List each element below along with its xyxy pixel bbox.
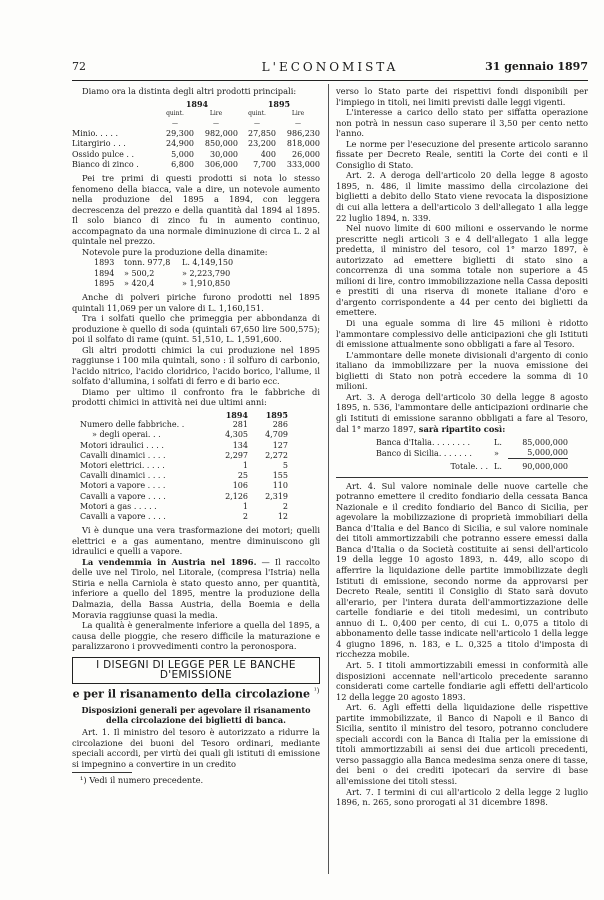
row-label: Cavalli a vapore . . . . bbox=[80, 512, 166, 521]
cell: 5 bbox=[282, 460, 288, 470]
cell: 986,230 bbox=[286, 129, 320, 139]
row-label: Cavalli dinamici . . . . bbox=[80, 471, 166, 481]
paragraph: La qualità è generalmente inferiore a quella del 1895, a causa delle pioggie, che resero difficile la maturazione e paralizzarono i provvedimenti contro la peronospora. bbox=[72, 620, 320, 652]
cell: » 420,4 bbox=[124, 278, 155, 288]
subtitle-text: e per il risanamento della circolazione bbox=[72, 687, 311, 701]
paragraph: Art. 7. I termini di cui all'articolo 2 della legge 2 luglio 1896, n. 265, sono prorogati al 31 dicembre 1898. bbox=[336, 786, 588, 808]
cell: 134 bbox=[232, 440, 248, 450]
cell: 27,850 bbox=[248, 129, 276, 139]
cell: 7,700 bbox=[253, 159, 276, 169]
cell: L. bbox=[494, 438, 502, 448]
paragraph: Art. 2. A deroga dell'articolo 20 della legge 8 agosto 1895, n. 486, il limite massimo della circolazione dei biglietti a debito dello Stato viene revocata la disposizione di cui alla lettera a dell'articolo 3 dell'allegato 1 alla legge 22 luglio 1894, n. 339. bbox=[336, 170, 588, 223]
cell: 2,319 bbox=[265, 491, 288, 501]
products-table bbox=[72, 99, 320, 170]
cell: 5,000,000 bbox=[527, 448, 568, 458]
footnote: ¹) Vedi il numero precedente. bbox=[80, 775, 204, 786]
year-header: 1894 bbox=[225, 409, 248, 420]
paragraph: L'interesse a carico dello stato per siffatta operazione non potrà in nessun caso superare il 3,50 per cento netto l'anno. bbox=[336, 107, 588, 139]
cell: 1 bbox=[242, 460, 248, 470]
table-row bbox=[94, 269, 252, 279]
cell: L. bbox=[494, 462, 502, 472]
column-header: Lire bbox=[209, 109, 223, 117]
cell: 85,000,000 bbox=[522, 438, 568, 448]
section-rule bbox=[336, 477, 588, 478]
header-rule bbox=[72, 80, 588, 81]
right-column bbox=[336, 86, 588, 808]
row-label: Litargirio . . . bbox=[72, 139, 126, 149]
column-header: Lire bbox=[291, 109, 305, 117]
cell: 12 bbox=[277, 512, 288, 521]
row-label: Motori a vapore . . . . bbox=[80, 481, 166, 491]
dash: — bbox=[295, 119, 301, 127]
cell: 281 bbox=[232, 420, 248, 430]
allocation-table bbox=[376, 438, 568, 473]
table-row bbox=[80, 492, 288, 502]
paragraph: Le norme per l'esecuzione del presente articolo saranno fissate per Decreto Reale, sentiti la Corte dei conti e il Consiglio di Stato. bbox=[336, 138, 588, 170]
cell: 26,000 bbox=[292, 149, 320, 159]
paragraph bbox=[72, 557, 320, 620]
cell: 4,305 bbox=[225, 430, 248, 440]
row-label: Cavalli a vapore . . . . bbox=[80, 491, 166, 501]
footnote-rule bbox=[72, 772, 132, 773]
article-body: — Il raccolto delle uve nel Tirolo, nel Litorale, (compresa l'Istria) nella Stiria e nella Carniola è stato questo anno, per quantità, inferiore a quello del 1895, mentre la produzione della Dalmazia, della Bassa Austria, della Boemia e della Moravia raggiunse quasi la media. bbox=[72, 556, 321, 620]
paragraph: Art. 1. Il ministro del tesoro è autorizzato a ridurre la circolazione dei buoni del Tesoro ordinari, mediante speciali accordi, per virtù dei quali gli istituti di emissione si impegnino a convertire in un credito bbox=[72, 727, 320, 769]
paragraph: verso lo Stato parte dei rispettivi fondi disponibili per l'impiego in titoli, nei limiti previsti dalle leggi vigenti. bbox=[336, 86, 588, 107]
paragraph: Nel nuovo limite di 600 milioni e osservando le norme prescritte negli articoli 3 e 4 dell'allegato 1 alla legge predetta, il ministro del tesoro, col 1° marzo 1897, è autorizzato ad emettere biglietti di stato sino a concorrenza di una somma totale non superiore a 45 milioni di lire, contro immobilizzazione nella Cassa depositi e prestiti di una riserva di monete italiane d'oro e d'argento corrispondente a 44 per cento dei biglietti da emettere. bbox=[336, 223, 588, 318]
total-label: Totale. . . bbox=[450, 462, 488, 472]
dash: — bbox=[213, 119, 219, 127]
dynamite-table bbox=[94, 258, 252, 289]
table-row bbox=[376, 438, 568, 448]
paragraph: Diamo per ultimo il confronto fra le fabbriche di prodotti chimici in attività nei due ultimi anni: bbox=[72, 386, 320, 408]
row-label: Ossido pulce . . bbox=[72, 149, 135, 159]
row-label: Minio. . . . . bbox=[72, 129, 119, 139]
paragraph: Art. 4. Sul valore nominale delle nuove cartelle che potranno emettere il credito fondiario della cessata Banca Nazionale e il credito fondiario del Banco di Sicilia, per agevolare la mobilizzazione di proprietà immobiliari della Banca d'Italia e del Banco di Sicilia, e sul valore nominale dei titoli ammortizzabili che potranno essere emessi dalla Banca d'Italia o da Società costituite ai sensi dell'articolo 19 della legge 10 agosto 1893, n. 449, allo scopo di afferrire la liquidazione delle partite immobilizzate degli Istituti di emissione, secondo norme da approvarsi per Decreto Reale, sentiti il Consiglio di Stato sarà dovuto all'erario, per l'intera durata dell'ammortizzazione delle cartelle fondiarie e dei titoli medesimi, un contributo annuo di L. 0,400 per cento, di cui L. 0,075 a titolo di abbonamento delle tasse indicate nell'articolo 1 della legge 4 giugno 1896, n. 183, e L. 0,325 a titolo d'imposta di ricchezza mobile. bbox=[336, 480, 588, 660]
cell: 29,300 bbox=[166, 129, 194, 139]
paragraph: Anche di polveri piriche furono prodotti nel 1895 quintali 11,069 per un valore di L. 1,160,151. bbox=[72, 291, 320, 313]
cell: 1893 bbox=[94, 258, 115, 268]
table-row bbox=[80, 481, 288, 491]
table-row bbox=[94, 258, 252, 268]
table-row bbox=[72, 129, 320, 139]
cell: 2,126 bbox=[225, 491, 248, 501]
cell: 23,200 bbox=[248, 139, 276, 149]
cell: 286 bbox=[272, 420, 288, 430]
cell: 30,000 bbox=[210, 149, 238, 159]
table-row bbox=[80, 512, 288, 522]
footnote-ref: ¹) bbox=[313, 686, 320, 695]
column-header: quint. bbox=[166, 109, 184, 117]
cell: 4,709 bbox=[265, 430, 288, 440]
cell: 1 bbox=[242, 501, 248, 511]
paragraph: Diamo ora la distinta degli altri prodotti principali: bbox=[82, 86, 297, 96]
cell: » bbox=[494, 448, 499, 458]
table-row bbox=[80, 461, 288, 471]
table-row bbox=[80, 471, 288, 481]
table-row bbox=[80, 502, 288, 512]
journal-title: L'ECONOMISTA bbox=[261, 60, 399, 74]
table-row bbox=[72, 160, 320, 170]
cell: 155 bbox=[272, 471, 288, 481]
cell: 127 bbox=[272, 440, 288, 450]
cell: 400 bbox=[260, 149, 276, 159]
section-subtitle bbox=[72, 686, 320, 700]
row-label: Motori elettrici. . . . . bbox=[80, 460, 165, 470]
total-row bbox=[376, 462, 568, 472]
table-row bbox=[80, 420, 288, 430]
row-label: Motori idraulici . . . . bbox=[80, 440, 164, 450]
cell: 1895 bbox=[94, 278, 115, 288]
paragraph: Vi è dunque una vera trasformazione dei motori; quelli elettrici e a gas aumentano, mentre diminuiscono gli idraulici e quelli a vapore. bbox=[72, 525, 320, 557]
row-label: Motori a gas . . . . . bbox=[80, 501, 157, 511]
table-row bbox=[94, 279, 252, 289]
cell: 818,000 bbox=[286, 139, 320, 149]
column-header: quint. bbox=[248, 109, 266, 117]
issue-date: 31 gennaio 1897 bbox=[485, 60, 588, 73]
cell: 24,900 bbox=[166, 139, 194, 149]
dash: — bbox=[172, 119, 178, 127]
row-label: Cavalli dinamici . . . . bbox=[80, 450, 166, 460]
table-row bbox=[376, 448, 568, 459]
cell: tonn. 977,8 bbox=[124, 258, 171, 268]
page-header bbox=[72, 60, 588, 80]
article-title: La vendemmia in Austria nel 1896. bbox=[82, 556, 257, 567]
row-label: Banco di Sicilia. . . . . . . bbox=[376, 448, 472, 458]
table-row bbox=[72, 139, 320, 149]
table-row bbox=[72, 150, 320, 160]
row-label: Numero delle fabbriche. . bbox=[80, 420, 185, 430]
dash: — bbox=[254, 119, 260, 127]
paragraph: Art. 6. Agli effetti della liquidazione delle rispettive partite immobilizzate, il Banco di Napoli e il Banco di Sicilia, sentito il ministro del tesoro, potranno concludere speciali accordi con la Banca di Italia per la emissione di titoli ammortizzabili ai sensi dei due articoli precedenti, verso passaggio alla Banca medesima senza onere di tasse, dei beni o dei crediti ipotecari da servire di base all'emissione dei titoli stessi. bbox=[336, 702, 588, 786]
cell: 25 bbox=[237, 471, 248, 481]
cell: L. 4,149,150 bbox=[182, 258, 234, 268]
cell: 306,000 bbox=[204, 159, 238, 169]
left-column bbox=[72, 86, 320, 786]
cell: 6,800 bbox=[171, 159, 194, 169]
page-number: 72 bbox=[72, 60, 86, 73]
paragraph: Pei tre primi di questi prodotti si nota lo stesso fenomeno della biacca, vale a dire, un notevole aumento nella produzione del 1895 a 1894, con leggera decrescenza del prezzo e della quantità dal 1894 al 1895. Il solo bianco di zinco fu in aumento continuo, accompagnato da una normale diminuzione di circa L. 2 al quintale nel prezzo. bbox=[72, 172, 320, 247]
cell: 1894 bbox=[94, 268, 115, 278]
paragraph: Di una eguale somma di lire 45 milioni è ridotto l'ammontare complessivo delle anticipazioni che gli Istituti di emissione attualmente sono obbligati a fare al Tesoro. bbox=[336, 318, 588, 350]
section-banner: I DISEGNI DI LEGGE PER LE BANCHE D'EMISSIONE bbox=[72, 657, 320, 684]
cell: 2,297 bbox=[225, 450, 248, 460]
row-label: Banca d'Italia. . . . . . . . bbox=[376, 438, 471, 448]
factories-table bbox=[80, 410, 288, 522]
year-header: 1894 bbox=[185, 98, 209, 109]
cell: » 2,223,790 bbox=[182, 268, 231, 278]
paragraph: Art. 5. I titoli ammortizzabili emessi in conformità alle disposizioni accennate nell'articolo precedente saranno considerati come cartelle fondiarie agli effetti dell'articolo 12 della legge 20 agosto 1893. bbox=[336, 659, 588, 702]
year-header: 1895 bbox=[265, 409, 288, 420]
row-label: » degli operai. . . bbox=[92, 430, 161, 440]
cell: 2 bbox=[282, 501, 288, 511]
cell: » 1,910,850 bbox=[182, 278, 231, 288]
cell: 850,000 bbox=[204, 139, 238, 149]
paragraph bbox=[336, 392, 588, 434]
row-label: Bianco di zinco . bbox=[72, 159, 139, 169]
table-row bbox=[80, 441, 288, 451]
subsection-line: Disposizioni generali per agevolare il risanamento bbox=[81, 705, 311, 716]
cell: 2,272 bbox=[265, 450, 288, 460]
total-value: 90,000,000 bbox=[522, 462, 568, 472]
paragraph: L'ammontare delle monete divisionali d'argento di conio italiano da immobilizzare per la nuova emissione dei biglietti di Stato non potrà eccedere la somma di 10 milioni. bbox=[336, 349, 588, 392]
cell: » 500,2 bbox=[124, 268, 155, 278]
cell: 5,000 bbox=[171, 149, 194, 159]
cell: 2 bbox=[242, 512, 248, 521]
article-emphasis: sarà ripartito così: bbox=[418, 423, 506, 434]
subsection-line: della circolazione dei biglietti di banca. bbox=[106, 715, 286, 726]
subsection-heading bbox=[72, 705, 320, 725]
paragraph: Gli altri prodotti chimici la cui produzione nel 1895 raggiunse i 100 mila quintali, sono : il solfuro di carbonio, l'acido nitrico, l'acido cloridrico, l'acido borico, l'allume, il solfato d'allumina, i solfati di ferro e di bario ecc. bbox=[72, 344, 320, 387]
table-row bbox=[80, 430, 288, 440]
column-divider bbox=[328, 84, 329, 874]
article-body: Art. 3. A deroga dell'articolo 30 della legge 8 agosto 1895, n. 536, l'ammontare delle anticipazioni ordinarie che gli Istituti di emissione saranno obbligati a fare al Tesoro, dal 1° marzo 1897, bbox=[336, 391, 588, 434]
cell: 110 bbox=[272, 481, 288, 491]
cell: 982,000 bbox=[204, 129, 238, 139]
cell: 106 bbox=[232, 481, 248, 491]
paragraph: Notevole pure la produzione della dinamite: bbox=[82, 246, 268, 257]
table-row bbox=[80, 451, 288, 461]
cell: 333,000 bbox=[286, 159, 320, 169]
year-header: 1895 bbox=[267, 98, 291, 109]
paragraph: Tra i solfati quello che primeggia per abbondanza di produzione è quello di soda (quintali 67,650 lire 500,575); poi il solfato di rame (quint. 51,510, L. 1,591,600. bbox=[72, 313, 320, 345]
